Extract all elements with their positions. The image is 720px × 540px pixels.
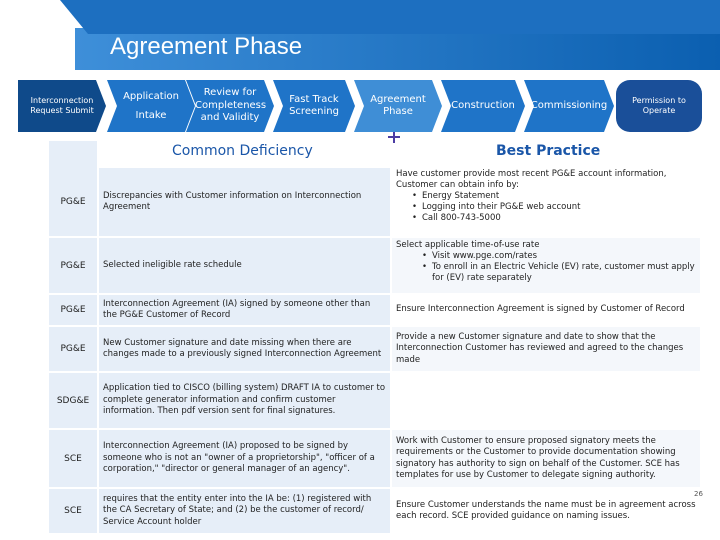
step-application-intake: Application Intake — [107, 80, 195, 132]
list-item: • Visit www.pge.com/rates — [432, 251, 696, 262]
row-org: SCE — [49, 489, 97, 533]
header-best-practice: Best Practice — [496, 143, 601, 159]
list-item: • Call 800-743-5000 — [422, 213, 696, 224]
row-best-practice — [392, 238, 700, 293]
row-deficiency: New Customer signature and date missing when there are changes made to a previously signed Interconnection Agreement — [99, 327, 390, 371]
banner-shape — [0, 0, 720, 70]
row-best-practice: Work with Customer to ensure proposed signatory meets the requirements or the Customer to provide documentation showing signatory has authority to sign on behalf of the Customer. SCE has templates for use by Customer to delegate signing authority. — [392, 430, 700, 487]
best-practice-intro: Have customer provide most recent PG&E account information, Customer can obtain info by: — [396, 169, 667, 191]
row-org: SDG&E — [49, 373, 97, 428]
page-title: Agreement Phase — [110, 33, 303, 60]
step-fast-track-screening: Fast Track Screening — [273, 80, 355, 132]
row-deficiency: Selected ineligible rate schedule — [99, 238, 390, 293]
row-org: PG&E — [49, 168, 97, 236]
step-agreement-phase: Agreement Phase — [354, 80, 442, 132]
table-row — [49, 238, 700, 293]
row-best-practice: Ensure Customer understands the name must be in agreement across each record. SCE provided guidance on naming issues. — [392, 489, 700, 533]
table-row — [49, 489, 700, 533]
title-banner — [0, 0, 720, 70]
table-row — [49, 168, 700, 236]
row-org: PG&E — [49, 327, 97, 371]
row-deficiency: Application tied to CISCO (billing system) DRAFT IA to customer to complete generator information and confirm customer information. Then pdf version sent for final signatures. — [99, 373, 390, 428]
list-item: • Energy Statement — [422, 191, 696, 202]
header-common-deficiency: Common Deficiency — [172, 143, 313, 159]
table-row — [49, 295, 700, 325]
best-practice-list — [396, 191, 696, 224]
step-commissioning: Commissioning — [524, 80, 614, 132]
table-row — [49, 327, 700, 371]
row-org: PG&E — [49, 295, 97, 325]
row-org: SCE — [49, 430, 97, 487]
row-deficiency: Interconnection Agreement (IA) signed by someone other than the PG&E Customer of Record — [99, 295, 390, 325]
step-interconnection-request: Interconnection Request Submit — [18, 80, 106, 132]
page-number: 26 — [694, 490, 703, 498]
table-row — [49, 373, 700, 428]
step-construction: Construction — [441, 80, 525, 132]
step-permission-to-operate: Permission to Operate — [616, 80, 702, 132]
row-best-practice — [392, 168, 700, 236]
table-row — [49, 430, 700, 487]
step-review-completeness: Review for Completeness and Validity — [186, 80, 274, 132]
list-item: • To enroll in an Electric Vehicle (EV) rate, customer must apply for (EV) rate separately — [432, 262, 696, 284]
best-practice-intro: Select applicable time-of-use rate — [396, 240, 540, 250]
best-practice-list — [396, 251, 696, 284]
list-item: • Logging into their PG&E web account — [422, 202, 696, 213]
row-best-practice — [392, 373, 700, 428]
row-best-practice: Provide a new Customer signature and date to show that the Interconnection Customer has reviewed and agreed to the changes made — [392, 327, 700, 371]
row-deficiency: Discrepancies with Customer information on Interconnection Agreement — [99, 168, 390, 236]
row-deficiency: requires that the entity enter into the IA be: (1) registered with the CA Secretary of State; and (2) be the customer of record/ Service Account holder — [99, 489, 390, 533]
header-org-cell — [49, 141, 97, 168]
row-best-practice: Ensure Interconnection Agreement is signed by Customer of Record — [392, 295, 700, 325]
row-deficiency: Interconnection Agreement (IA) proposed to be signed by someone who is not an "owner of a proprietorship", "officer of a corporation," "director or general manager of an agency". — [99, 430, 390, 487]
row-org: PG&E — [49, 238, 97, 293]
process-flow — [0, 76, 720, 138]
current-phase-marker-icon — [388, 131, 400, 143]
